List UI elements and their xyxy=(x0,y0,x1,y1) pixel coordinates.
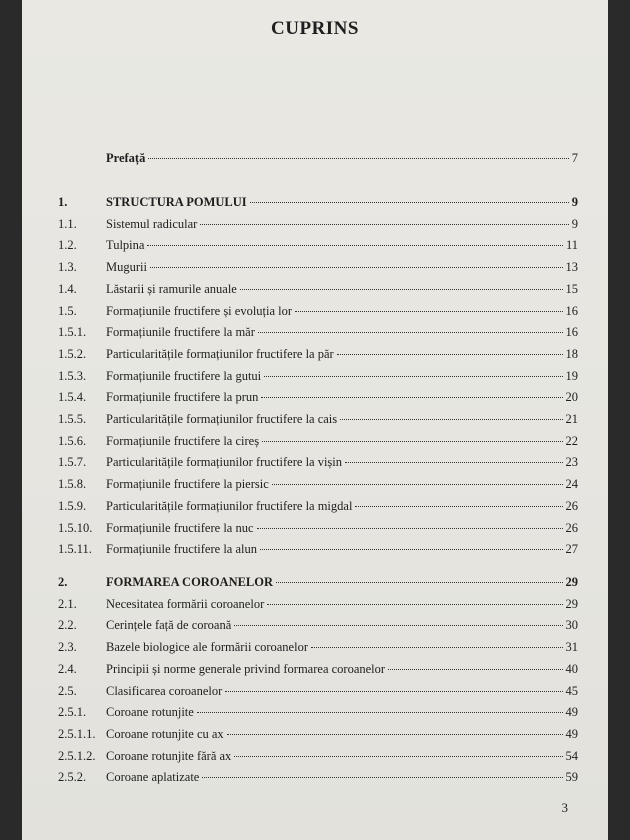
leader-dots xyxy=(150,267,563,268)
toc-entry-text: Particularitățile formațiunilor fructifere la păr xyxy=(106,346,334,361)
leader-dots xyxy=(148,158,568,159)
toc-entry-page: 9 xyxy=(571,195,578,209)
toc-entry xyxy=(22,280,608,298)
toc-entry xyxy=(22,540,608,558)
toc-entry-number: 2.1. xyxy=(58,596,77,611)
toc-entry-number: 2.5.1.2. xyxy=(58,748,96,763)
toc-entry xyxy=(22,682,608,700)
leader-dots xyxy=(234,625,562,626)
toc-entry-number: 1.5.4. xyxy=(58,390,87,405)
toc-entry xyxy=(22,660,608,678)
leader-dots xyxy=(337,354,563,355)
leader-dots xyxy=(250,202,569,203)
toc-entry-page: 31 xyxy=(565,640,578,655)
toc-entry-page: 59 xyxy=(565,770,578,785)
toc-entry-page: 22 xyxy=(565,433,578,448)
toc-entry-page: 27 xyxy=(565,542,578,557)
toc-entry-page: 29 xyxy=(565,575,578,589)
toc-entry-number: 1.5.10. xyxy=(58,520,93,535)
toc-entry-number: 1.5.6. xyxy=(58,433,87,448)
leader-dots xyxy=(240,289,563,290)
toc-entry xyxy=(22,345,608,363)
toc-entry xyxy=(22,725,608,743)
toc-entry-text: Formațiunile fructifere la piersic xyxy=(106,477,269,492)
toc-entry-text: Formațiunile fructifere la alun xyxy=(106,542,257,557)
toc-entry xyxy=(22,215,608,233)
toc-entry-page: 26 xyxy=(565,520,578,535)
toc-entry-number: 2.5. xyxy=(58,683,77,698)
toc-entry xyxy=(22,193,608,211)
toc-entry xyxy=(22,236,608,254)
toc-entry-text: Formațiunile fructifere la măr xyxy=(106,325,255,340)
toc-entry-page: 18 xyxy=(565,346,578,361)
toc-entry-number: 1.5.11. xyxy=(58,542,92,557)
leader-dots xyxy=(261,397,562,398)
page-number: 3 xyxy=(561,800,568,815)
toc-entry-page: 23 xyxy=(565,455,578,470)
leader-dots xyxy=(200,224,568,225)
leader-dots xyxy=(276,582,562,583)
toc-entry xyxy=(22,595,608,613)
toc-entry-text: Lăstarii și ramurile anuale xyxy=(106,281,237,296)
toc-entry-text: FORMAREA COROANELOR xyxy=(106,575,274,589)
leader-dots xyxy=(225,691,562,692)
toc-entry-page: 49 xyxy=(565,705,578,720)
toc-entry-number: 1. xyxy=(58,195,68,209)
book-page xyxy=(22,0,608,840)
toc-entry-number: 1.5.9. xyxy=(58,498,87,513)
toc-entry-page: 49 xyxy=(565,726,578,741)
toc-entry-page: 7 xyxy=(571,151,578,165)
toc-entry-text: Coroane rotunjite fără ax xyxy=(106,748,232,763)
toc-entry-text: Formațiunile fructifere la prun xyxy=(106,390,259,405)
toc-entry-text: Mugurii xyxy=(106,260,147,275)
toc-entry-page: 30 xyxy=(565,618,578,633)
leader-dots xyxy=(260,549,563,550)
toc-entry-number: 2.5.2. xyxy=(58,770,87,785)
toc-entry-number: 1.3. xyxy=(58,260,77,275)
toc-entry-text: Formațiunile fructifere la cireș xyxy=(106,433,260,448)
toc-entry-text: Necesitatea formării coroanelor xyxy=(106,596,265,611)
toc-entry-text: Formațiunile fructifere și evoluția lor xyxy=(106,303,293,318)
toc-entry-text: Particularitățile formațiunilor fructifere la vișin xyxy=(106,455,343,470)
toc-entry-number: 2.5.1. xyxy=(58,705,87,720)
toc-entry xyxy=(22,410,608,428)
toc-entry-page: 40 xyxy=(565,661,578,676)
leader-dots xyxy=(202,777,562,778)
toc-entry-text: Clasificarea coroanelor xyxy=(106,683,223,698)
toc-entry-number: 1.5.8. xyxy=(58,477,87,492)
toc-entry-text: Cerințele față de coroană xyxy=(106,618,232,633)
toc-entry xyxy=(22,616,608,634)
toc-entry-number: 1.5.2. xyxy=(58,346,87,361)
toc-entry-text: Particularitățile formațiunilor fructifere la migdal xyxy=(106,498,353,513)
leader-dots xyxy=(388,669,562,670)
toc-entry xyxy=(22,703,608,721)
toc-entry-page: 15 xyxy=(565,281,578,296)
leader-dots xyxy=(234,756,562,757)
leader-dots xyxy=(264,376,562,377)
toc-entry-number: 1.5.1. xyxy=(58,325,87,340)
leader-dots xyxy=(258,332,563,333)
toc-entry-number: 1.4. xyxy=(58,281,77,296)
toc-entry-text: Bazele biologice ale formării coroanelor xyxy=(106,640,308,655)
toc-entry xyxy=(22,475,608,493)
toc-entry-number: 1.5.3. xyxy=(58,368,87,383)
toc-entry-page: 29 xyxy=(565,596,578,611)
toc-entry-page: 16 xyxy=(565,325,578,340)
leader-dots xyxy=(267,604,562,605)
toc-entry-page: 9 xyxy=(571,216,578,231)
toc-entry xyxy=(22,388,608,406)
leader-dots xyxy=(311,647,563,648)
toc-entry-text: Principii și norme generale privind formarea coroanelor xyxy=(106,661,386,676)
toc-entry xyxy=(22,302,608,320)
toc-entry-page: 16 xyxy=(565,303,578,318)
toc-entry xyxy=(22,768,608,786)
toc-entry-text: Sistemul radicular xyxy=(106,216,198,231)
toc-entry xyxy=(22,519,608,537)
toc-entry-number: 2.4. xyxy=(58,661,77,676)
toc-entry-text: Coroane aplatizate xyxy=(106,770,200,785)
toc-entry xyxy=(22,497,608,515)
toc-entry-page: 26 xyxy=(565,498,578,513)
toc-entry-text: Prefață xyxy=(106,151,146,165)
toc-entry-page: 19 xyxy=(565,368,578,383)
toc-entry-number: 2.2. xyxy=(58,618,77,633)
leader-dots xyxy=(272,484,563,485)
leader-dots xyxy=(257,528,563,529)
toc-entry-text: Tulpina xyxy=(106,238,145,253)
toc-entry xyxy=(22,453,608,471)
toc-entry-number: 1.2. xyxy=(58,238,77,253)
toc-entry-number: 2. xyxy=(58,575,68,589)
toc-entry-preface xyxy=(22,149,608,167)
leader-dots xyxy=(147,245,563,246)
leader-dots xyxy=(295,311,562,312)
toc-entry-text: Particularitățile formațiunilor fructifere la cais xyxy=(106,412,338,426)
toc-entry-page: 11 xyxy=(565,238,578,253)
toc-entry xyxy=(22,638,608,656)
toc-entry-page: 54 xyxy=(565,748,578,763)
toc-entry xyxy=(22,747,608,765)
toc-entry-page: 20 xyxy=(565,390,578,405)
toc-entry xyxy=(22,432,608,450)
toc-entry-text: Coroane rotunjite cu ax xyxy=(106,726,224,741)
leader-dots xyxy=(355,506,562,507)
toc-entry-number: 1.1. xyxy=(58,216,77,231)
leader-dots xyxy=(227,734,563,735)
toc-entry xyxy=(22,258,608,276)
toc-entry-page: 45 xyxy=(565,683,578,698)
toc-entry-number: 2.5.1.1. xyxy=(58,726,96,741)
toc-entry xyxy=(22,367,608,385)
toc-entry-number: 1.5.5. xyxy=(58,412,87,426)
toc-entry-page: 24 xyxy=(565,477,578,492)
leader-dots xyxy=(197,712,563,713)
toc-entry-text: Formațiunile fructifere la nuc xyxy=(106,520,254,535)
toc-entry-text: Coroane rotunjite xyxy=(106,705,194,720)
toc-entry-number: 1.5.7. xyxy=(58,455,87,470)
toc-entry xyxy=(22,573,608,591)
leader-dots xyxy=(340,419,562,420)
toc-entry xyxy=(22,323,608,341)
leader-dots xyxy=(345,462,562,463)
page-title: CUPRINS xyxy=(271,18,359,39)
toc-entry-text: Formațiunile fructifere la gutui xyxy=(106,368,262,383)
toc-entry-page: 13 xyxy=(565,260,578,275)
leader-dots xyxy=(262,441,562,442)
toc-entry-text: STRUCTURA POMULUI xyxy=(106,195,247,209)
toc-entry-page: 21 xyxy=(565,412,578,426)
toc-entry-number: 2.3. xyxy=(58,640,77,655)
toc-entry-number: 1.5. xyxy=(58,303,77,318)
